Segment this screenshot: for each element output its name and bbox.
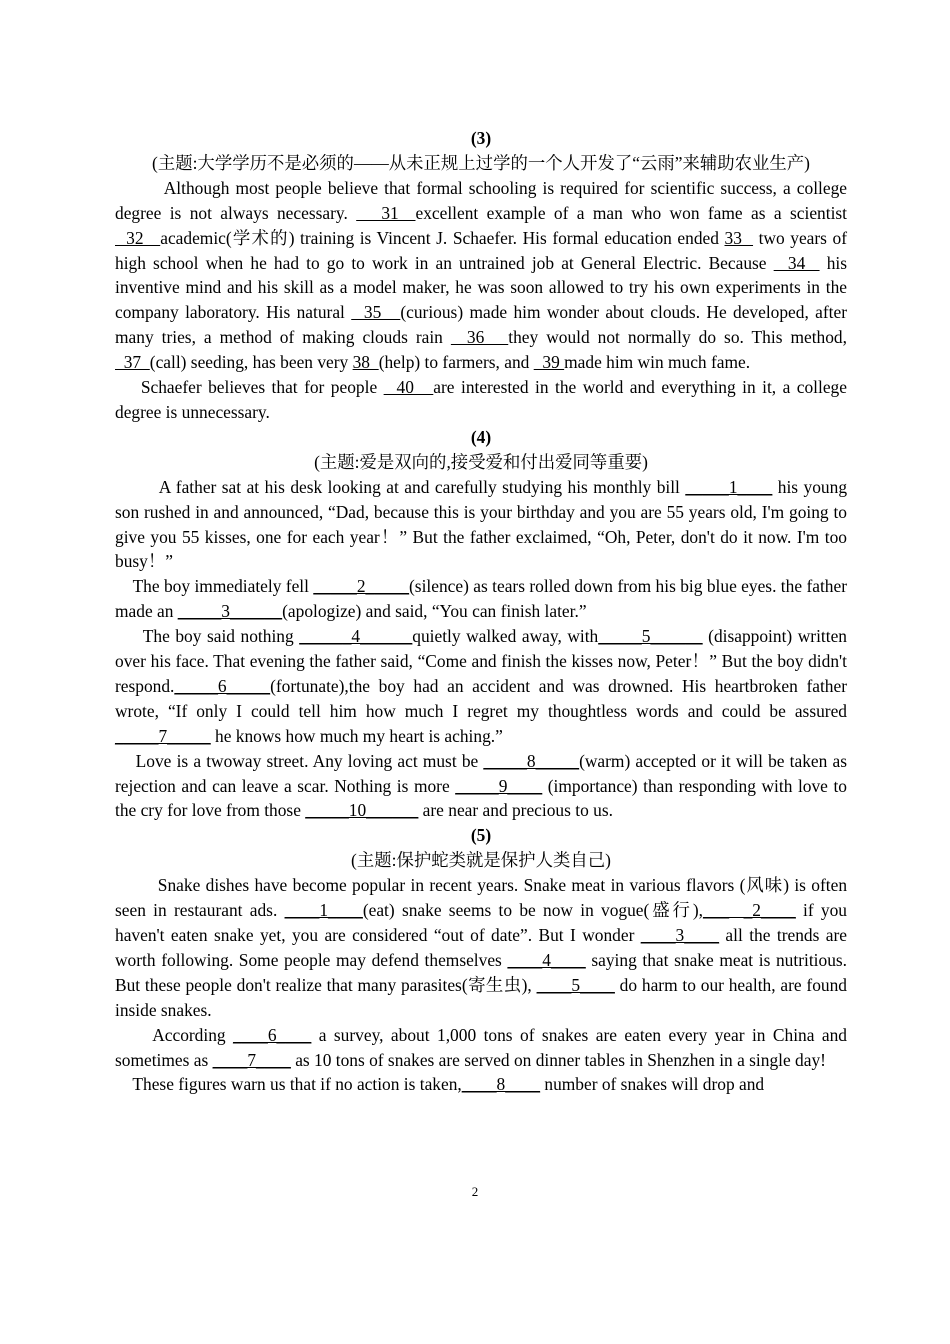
section-5-paragraph-1: Snake dishes have become popular in recent years. Snake meat in various flavors (风味) is often seen in restaurant ads. ____1____(eat) snake seems to be now in vogue(盛行),___ _2____ if you haven't eaten snake yet, you are considered “out of date”. But I wonder ____3____ all the trends are worth following. Some people may defend themselves ____4____ saying that snake meat is nutritious. But these people don't realize that many parasites(寄生虫), ____5____ do harm to our health, are found inside snakes. [115,875,852,1020]
blank-4-5[interactable]: _____5______ [598,626,703,647]
blank-4-10[interactable]: _____10______ [305,800,419,821]
document-page [115,126,852,1097]
section-4-paragraph-2: The boy immediately fell _____2_____(silence) as tears rolled down from his big blue eyes. the father made an _____3______(apologize) and said, “You can finish later.” [115,576,852,622]
blank-32[interactable]: 32 [115,227,161,248]
blank-33[interactable]: 33 [724,227,754,248]
blank-37[interactable]: 37 [115,352,150,373]
blank-5-2[interactable]: ___ _2____ [702,900,796,921]
blank-5-8[interactable]: ____8____ [461,1074,541,1095]
blank-4-1[interactable]: _____1____ [685,476,773,497]
blank-4-9[interactable]: _____9____ [455,775,543,796]
section-3-paragraph-2: Schaefer believes that for people 40 are interested in the world and everything in it, a college degree is unnecessary. [115,377,847,422]
blank-5-3[interactable]: ____3____ [640,925,720,945]
section-4-paragraph-1: A father sat at his desk looking at and carefully studying his monthly bill _____1____ his young son rushed in and announced, “Dad, because this is your birthday and you are 55 years old, I'm going to give you 55 kisses, one for each year！” But the father exclaimed, “Oh, Peter, don't do it now. I'm too busy！” [115,476,848,572]
blank-5-5[interactable]: ____5____ [536,974,615,995]
blank-40[interactable]: 40 [383,377,434,398]
section-4-subtitle: (主题:爱是双向的,接受爱和付出爱同等重要) [314,451,648,472]
blank-31[interactable]: 31 [356,202,416,223]
page-number: 2 [471,1184,479,1199]
blank-5-1[interactable]: ____1____ [284,900,363,921]
section-5-paragraph-3: These figures warn us that if no action is taken,____8____ number of snakes will drop and [115,1074,765,1095]
blank-34[interactable]: 34 [773,252,820,273]
blank-39[interactable]: 39 [533,352,565,373]
section-4-title: (4) [470,426,492,447]
section-5-title: (5) [470,825,492,846]
blank-4-4[interactable]: ______4______ [299,626,413,647]
blank-4-8[interactable]: _____8_____ [483,750,580,771]
section-4-paragraph-4: Love is a twoway street. Any loving act must be _____8_____(warm) accepted or it will be taken as rejection and can leave a scar. Nothing is more _____9____ (importance) than responding with love to the cry for love from those _____10______ are near and precious to us. [115,750,852,821]
blank-36[interactable]: 36 [450,327,509,348]
blank-35[interactable]: 35 [351,302,401,323]
blank-5-7[interactable]: ____7____ [212,1049,291,1070]
blank-4-3[interactable]: _____3______ [177,601,283,622]
blank-5-6[interactable]: ____6____ [233,1024,312,1045]
section-3-paragraph-1: Although most people believe that formal schooling is required for scientific success, a college degree is not always necessary. 31 excellent example of a man who won fame as a scientist 32 academic(学术的) training is Vincent J. Schaefer. His formal education ended 33 two years of high school when he had to go to work in an untrained job at General Electric. Because 34 his inventive mind and his skill as a model maker, he was soon allowed to try his own experiments in the company laboratory. His natural 35 (curious) made him wonder about clouds. He developed, after many tries, a method of making clouds rain 36 they would not normally do so. This method, 37 (call) seeding, has been very 38 (help) to farmers, and 39 made him win much fame. [115,177,852,373]
section-5-subtitle: (主题:保护蛇类就是保护人类自己) [351,850,611,871]
section-5-paragraph-2: According ____6____ a survey, about 1,000 tons of snakes are eaten every year in China and sometimes as ____7____ as 10 tons of snakes are served on dinner tables in Shenzhen in a single day! [115,1024,852,1070]
section-3-subtitle: (主题:大学学历不是必须的——从未正规上过学的一个人开发了“云雨”来辅助农业生产) [152,152,810,173]
blank-38[interactable]: 38 [352,352,379,373]
blank-4-6[interactable]: _____6_____ [174,675,271,696]
section-4-paragraph-3: The boy said nothing ______4______quietly walked away, with_____5______ (disappoint) written over his face. That evening the father said, “Come and finish the kisses now, Peter！” But the boy didn't respond._____6_____(fortunate),the boy had an accident and was drowned. His heartbroken father wrote, “If only I could tell him how much I regret my thoughtless words and could be assured _____7_____ he knows how much my heart is aching.” [115,626,852,746]
blank-5-4[interactable]: ____4____ [507,949,586,970]
blank-4-7[interactable]: _____7_____ [115,725,211,746]
blank-4-2[interactable]: _____2_____ [313,576,410,597]
section-3-title: (3) [470,128,492,148]
